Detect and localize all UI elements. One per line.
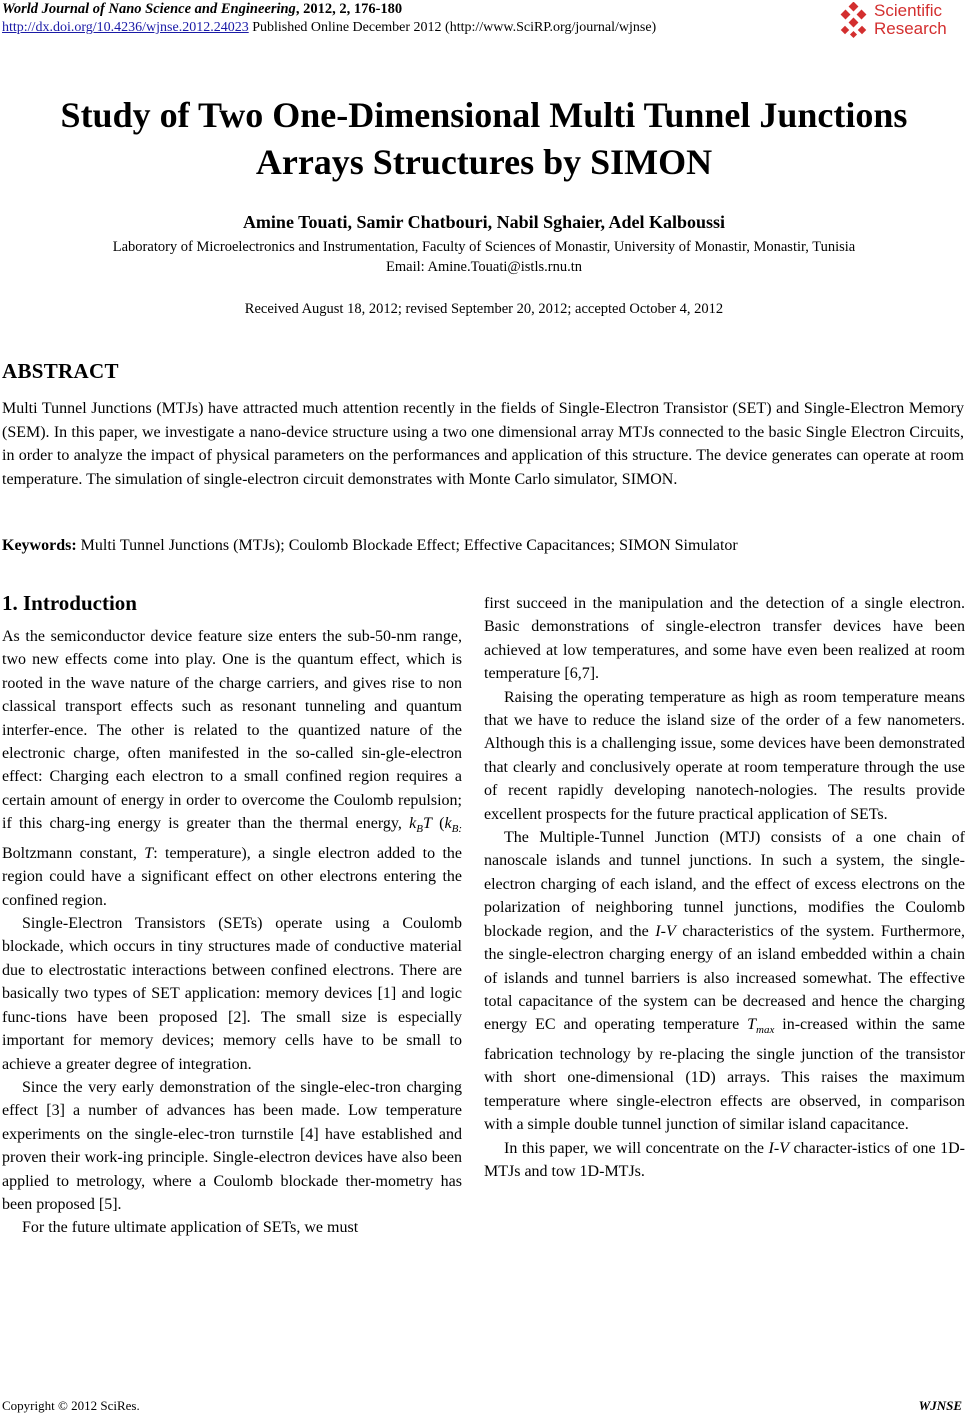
- paragraph: Raising the operating temperature as high as room temperature means that we have to reduce the island size of the order of a few nanometers. Although this is a challenging issue, some devices have been demonstrated that clearly and conclusively operate at room temperature through the use of recent rapidly developing nanotech-nologies. The results provide excellent prospects for the future practical application of SETs.: [484, 688, 965, 823]
- authors: Amine Touati, Samir Chatbouri, Nabil Sghaier, Adel Kalboussi: [242, 212, 726, 232]
- tmax-symbol: $T_{max}$: [747, 1016, 775, 1037]
- doi-line: [2, 20, 656, 36]
- section-heading-introduction: 1. Introduction: [2, 591, 137, 615]
- iv-symbol: I-V: [768, 1139, 789, 1157]
- copyright: Copyright © 2012 SciRes.: [2, 1398, 140, 1413]
- paragraph: Single-Electron Transistors (SETs) operate using a Coulomb blockade, which occurs in tiny structures made of conductive material due to electrostatic interactions between confined electrons. There are basically two types of SET application: memory devices [1] and logic func-tions have been proposed [2]. The small size is especially important for memory devices; memory cells have to be small to achieve a greater degree of integration.: [2, 915, 462, 1073]
- scirp-logo-icon: [836, 2, 872, 40]
- iv-symbol: I-V: [655, 922, 676, 940]
- paragraph: Since the very early demonstration of the single-elec-tron charging effect [3] a number of advances has been made. Low temperature experiments on the single-elec-tron turnstile [4] have established and proven their work-ing principle. Single-electron devices have also been applied to metrology, where a Coulomb blockade ther-mometry has been proposed [5].: [2, 1078, 462, 1213]
- column-left: [2, 590, 462, 1240]
- kb-symbol: $k_{B:}$: [444, 815, 463, 836]
- paragraph: The Multiple-Tunnel Junction (MTJ) consists of a one chain of nanoscale islands and tunnel junctions. In such a system, the single-electron charging of each island, and the effect of excess electrons on the polarization of neighboring tunnel junctions, modifies the Coulomb blockade region, and the I-V characteristics of the system. Furthermore, the single-electron charging energy of an island embedded within a chain of islands and tunnel barriers is also increased somewhat. The effective total capacitance of the system can be decreased and hence the charging energy EC and operating temperature $T_{max}$ in-creased within the same fabrication technology by re-placing the single junction of the transistor with short one-dimensional (1D) arrays. This raises the maximum temperature where single-electron effects are observed, in comparison with a simple double tunnel junction of similar island capacitance.: [484, 829, 966, 1134]
- affiliation: Laboratory of Microelectronics and Instrumentation, Faculty of Sciences of Monastir, University of Monastir, Monastir, Tunisia: [112, 239, 856, 255]
- paragraph: first succeed in the manipulation and the detection of a single electron. Basic demonstrations of single-electron transfer devices have been achieved at low temperatures, and some have even been realized at room temperature [6,7].: [484, 595, 965, 683]
- journal-abbreviation: WJNSE: [918, 1398, 962, 1413]
- affiliation-block: [0, 237, 968, 277]
- keywords-text: Multi Tunnel Junctions (MTJs); Coulomb Blockade Effect; Effective Capacitances; SIMON Simulator: [76, 537, 738, 554]
- paragraph: As the semiconductor device feature size enters the sub-50-nm range, two new effects come into play. One is the quantum effect, which is rooted in the wave nature of the charge carriers, and gives rise to non classical transport effects such as resonant tunneling and quantum interfer-ence. The other is related to the quantized nature of the electronic charge, often manifested in the so-called sin-gle-electron effect: Charging each electron to a small confined region requires a certain amount of energy in order to overcome the Coulomb repulsion; if this charg-ing energy is greater than the thermal energy, $k_BT$ ($k_{B:}$ Boltzmann constant, T: temperature), a single electron added to the region could have a significant effect on other electrons entering the confined region.: [2, 628, 463, 909]
- scientific-research-logo: [836, 2, 968, 42]
- logo-line1: Scientific: [874, 1, 943, 20]
- running-header: [0, 0, 968, 46]
- keywords: [2, 537, 964, 555]
- paragraph: For the future ultimate application of SETs, we must: [22, 1219, 359, 1237]
- journal-citation: [2, 1, 402, 18]
- abstract-heading: ABSTRACT: [2, 359, 119, 383]
- journal-name: World Journal of Nano Science and Engineering: [2, 1, 296, 17]
- logo-line2: Research: [874, 19, 947, 38]
- published-note: Published Online December 2012 (http://www.SciRP.org/journal/wjnse): [248, 20, 657, 35]
- logo-wordmark: [874, 2, 947, 38]
- email: Email: Amine.Touati@istls.rnu.tn: [386, 259, 582, 275]
- keywords-label: Keywords:: [2, 537, 77, 554]
- t-symbol: T: [144, 844, 154, 862]
- column-right: [484, 592, 965, 1183]
- volume-pages: , 2012, 2, 176-180: [295, 1, 403, 17]
- doi-link[interactable]: http://dx.doi.org/10.4236/wjnse.2012.24023: [2, 20, 249, 35]
- received-dates: Received August 18, 2012; revised September 20, 2012; accepted October 4, 2012: [244, 301, 724, 317]
- kbt-symbol: $k_BT$: [409, 815, 432, 836]
- abstract-body: Multi Tunnel Junctions (MTJs) have attracted much attention recently in the fields of Single-Electron Transistor (SET) and Single-Electron Memory (SEM). In this paper, we investigate a nano-device structure using a two one dimensional array MTJs connected to the basic Single Electron Circuits, in order to analyze the impact of physical parameters on the performances and application of this structure. The device generates can operate at room temperature. The simulation of single-electron circuit demonstrates with Monte Carlo simulator, SIMON.: [2, 400, 964, 488]
- paragraph: In this paper, we will concentrate on the I-V character-istics of one 1D-MTJs and tow 1D-MTJs.: [484, 1139, 965, 1180]
- paper-title: Study of Two One-Dimensional Multi Tunnel Junctions Arrays Structures by SIMON: [60, 95, 908, 182]
